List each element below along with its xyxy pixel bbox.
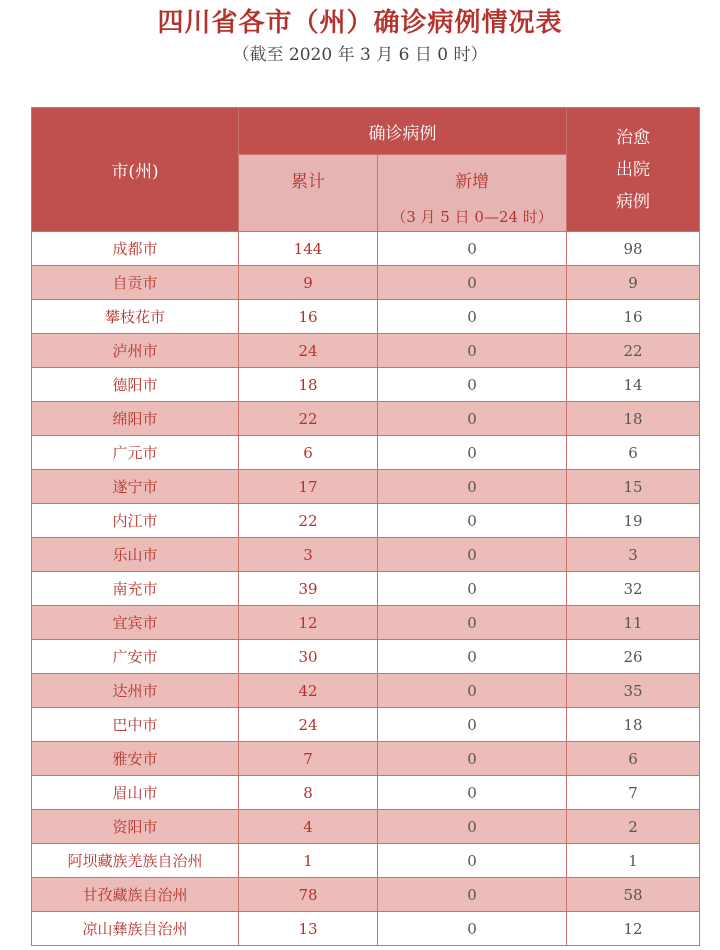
table-row (32, 232, 700, 266)
new-cell: 0 (378, 232, 567, 266)
new-cell: 0 (378, 810, 567, 844)
table-row (32, 300, 700, 334)
city-cell: 成都市 (32, 232, 239, 266)
cumulative-cell: 6 (239, 436, 378, 470)
cured-cell: 6 (567, 742, 700, 776)
city-cell: 阿坝藏族羌族自治州 (32, 844, 239, 878)
new-cell: 0 (378, 708, 567, 742)
new-cell: 0 (378, 300, 567, 334)
new-cell: 0 (378, 912, 567, 946)
table-row (32, 742, 700, 776)
city-cell: 遂宁市 (32, 470, 239, 504)
cured-cell: 15 (567, 470, 700, 504)
city-cell: 广元市 (32, 436, 239, 470)
cured-cell: 32 (567, 572, 700, 606)
cured-cell: 16 (567, 300, 700, 334)
cured-cell: 12 (567, 912, 700, 946)
header-cured (567, 108, 700, 232)
new-cell: 0 (378, 844, 567, 878)
cured-cell: 9 (567, 266, 700, 300)
header-cumulative (239, 155, 378, 232)
city-cell: 眉山市 (32, 776, 239, 810)
header-confirmed: 确诊病例 (239, 108, 567, 155)
cured-cell: 18 (567, 708, 700, 742)
table-row (32, 674, 700, 708)
cumulative-cell: 4 (239, 810, 378, 844)
city-cell: 广安市 (32, 640, 239, 674)
header-cured-line2: 出院 (616, 159, 650, 180)
city-cell: 雅安市 (32, 742, 239, 776)
city-cell: 自贡市 (32, 266, 239, 300)
new-cell: 0 (378, 640, 567, 674)
cumulative-cell: 22 (239, 504, 378, 538)
table-row (32, 266, 700, 300)
header-new (378, 155, 567, 232)
new-cell: 0 (378, 266, 567, 300)
cured-cell: 58 (567, 878, 700, 912)
city-cell: 攀枝花市 (32, 300, 239, 334)
cumulative-cell: 16 (239, 300, 378, 334)
cured-cell: 18 (567, 402, 700, 436)
header-city: 市(州) (32, 108, 239, 232)
cumulative-cell: 24 (239, 708, 378, 742)
city-cell: 德阳市 (32, 368, 239, 402)
cumulative-cell: 9 (239, 266, 378, 300)
cumulative-cell: 24 (239, 334, 378, 368)
cured-cell: 2 (567, 810, 700, 844)
table-row (32, 470, 700, 504)
new-cell: 0 (378, 674, 567, 708)
city-cell: 内江市 (32, 504, 239, 538)
cured-cell: 22 (567, 334, 700, 368)
table-row (32, 844, 700, 878)
new-cell: 0 (378, 742, 567, 776)
cumulative-cell: 42 (239, 674, 378, 708)
table-row (32, 640, 700, 674)
header-cumulative-label: 累计 (291, 172, 325, 192)
table-row (32, 606, 700, 640)
cured-cell: 11 (567, 606, 700, 640)
city-cell: 甘孜藏族自治州 (32, 878, 239, 912)
cured-cell: 7 (567, 776, 700, 810)
cured-cell: 26 (567, 640, 700, 674)
city-cell: 凉山彝族自治州 (32, 912, 239, 946)
cured-cell: 14 (567, 368, 700, 402)
header-new-label: 新增 (455, 172, 489, 192)
city-cell: 南充市 (32, 572, 239, 606)
new-cell: 0 (378, 606, 567, 640)
table-row (32, 538, 700, 572)
cumulative-cell: 3 (239, 538, 378, 572)
new-cell: 0 (378, 368, 567, 402)
city-cell: 资阳市 (32, 810, 239, 844)
table-row (32, 334, 700, 368)
table-row (32, 708, 700, 742)
new-cell: 0 (378, 436, 567, 470)
table-row (32, 810, 700, 844)
table-row (32, 504, 700, 538)
cumulative-cell: 78 (239, 878, 378, 912)
cumulative-cell: 1 (239, 844, 378, 878)
header-cured-line1: 治愈 (616, 127, 650, 148)
cured-cell: 98 (567, 232, 700, 266)
cumulative-cell: 18 (239, 368, 378, 402)
cumulative-cell: 39 (239, 572, 378, 606)
cured-cell: 6 (567, 436, 700, 470)
table-row (32, 878, 700, 912)
new-cell: 0 (378, 572, 567, 606)
new-cell: 0 (378, 776, 567, 810)
new-cell: 0 (378, 470, 567, 504)
city-cell: 乐山市 (32, 538, 239, 572)
new-cell: 0 (378, 334, 567, 368)
city-cell: 达州市 (32, 674, 239, 708)
table-row (32, 776, 700, 810)
table-body (32, 232, 700, 946)
header-cured-line3: 病例 (616, 191, 650, 212)
page-title: 四川省各市（州）确诊病例情况表 (157, 8, 563, 38)
cumulative-cell: 22 (239, 402, 378, 436)
table-row (32, 368, 700, 402)
table-row (32, 572, 700, 606)
table-row (32, 912, 700, 946)
header-new-period: （3 月 5 日 0—24 时） (391, 208, 553, 226)
cumulative-cell: 7 (239, 742, 378, 776)
new-cell: 0 (378, 402, 567, 436)
city-cell: 泸州市 (32, 334, 239, 368)
city-cell: 巴中市 (32, 708, 239, 742)
cumulative-cell: 8 (239, 776, 378, 810)
cured-cell: 1 (567, 844, 700, 878)
table-row (32, 402, 700, 436)
new-cell: 0 (378, 878, 567, 912)
cured-cell: 19 (567, 504, 700, 538)
table-row (32, 436, 700, 470)
city-cell: 宜宾市 (32, 606, 239, 640)
city-cell: 绵阳市 (32, 402, 239, 436)
new-cell: 0 (378, 504, 567, 538)
cumulative-cell: 17 (239, 470, 378, 504)
cumulative-cell: 12 (239, 606, 378, 640)
cumulative-cell: 144 (239, 232, 378, 266)
page-subtitle: （截至 2020 年 3 月 6 日 0 时） (232, 45, 488, 65)
cumulative-cell: 13 (239, 912, 378, 946)
cumulative-cell: 30 (239, 640, 378, 674)
cases-table (31, 107, 700, 946)
cured-cell: 35 (567, 674, 700, 708)
new-cell: 0 (378, 538, 567, 572)
cured-cell: 3 (567, 538, 700, 572)
